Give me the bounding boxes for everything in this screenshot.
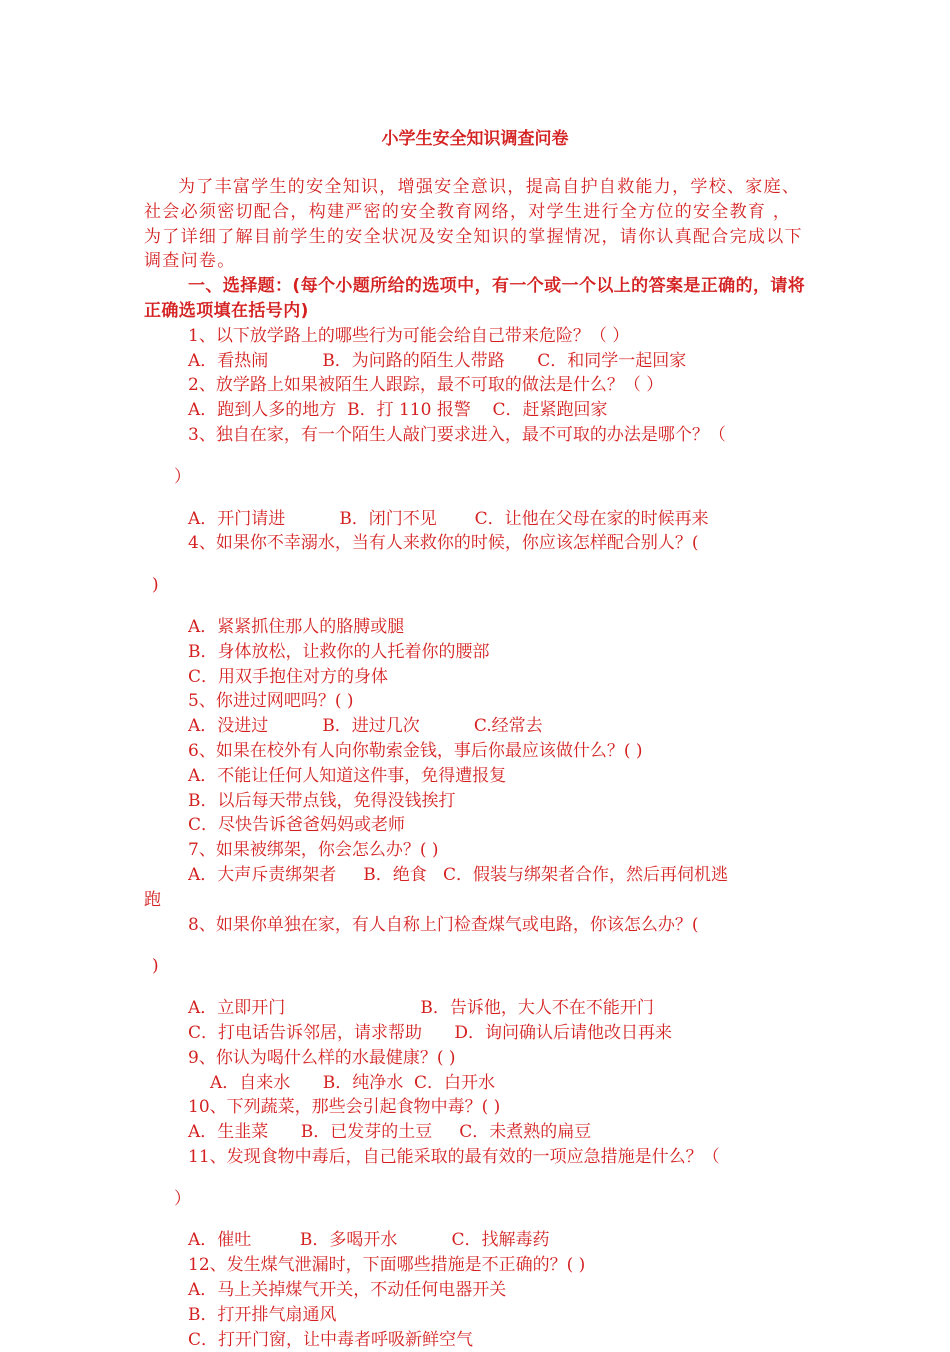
question-6: 6、如果在校外有人向你勒索金钱，事后你最应该做什么？( ) [188,740,643,761]
question-6-option-a: A．不能让任何人知道这件事，免得遭报复 [188,765,507,786]
question-4-option-a: A．紧紧抓住那人的胳膊或腿 [188,616,405,637]
question-9: 9、你认为喝什么样的水最健康？( ) [188,1047,456,1068]
question-1: 1、以下放学路上的哪些行为可能会给自己带来危险？（ ） [188,325,630,346]
question-4-tail: ) [152,575,159,596]
question-12-option-c: C．打开门窗，让中毒者呼吸新鲜空气 [188,1329,474,1350]
question-12-option-a: A．马上关掉煤气开关，不动任何电器开关 [188,1280,507,1301]
question-4-option-c: C．用双手抱住对方的身体 [188,666,389,687]
question-11: 11、发现食物中毒后，自己能采取的最有效的一项应急措施是什么？（ [188,1146,720,1167]
section-heading: 一、选择题：(每个小题所给的选项中，有一个或一个以上的答案是正确的，请将正确选项填在括号内) [144,276,806,321]
question-9-options: A．自来水 B．纯净水 C．白开水 [210,1072,496,1093]
question-12-option-b: B．打开排气扇通风 [188,1304,337,1325]
question-3-options: A．开门请进 B．闭门不见 C．让他在父母在家的时候再来 [188,508,709,529]
question-7-options: A．大声斥责绑架者 B．绝食 C．假装与绑架者合作，然后再伺机逃 [188,864,729,885]
question-11-options: A．催吐 B．多喝开水 C．找解毒药 [188,1230,550,1251]
intro-paragraph: 为了丰富学生的安全知识，增强安全意识，提高自护自救能力，学校、家庭、社会必须密切配合，构建严密的安全教育网络，对学生进行全方位的安全教育 ，为了详细了解目前学生的安全状况及安全知识的掌握情况，请你认真配合完成以下调查问卷。 [144,177,803,272]
document-body [144,175,808,1352]
question-2-options: A．跑到人多的地方 B．打 110 报警 C．赶紧跑回家 [188,400,608,421]
question-6-option-c: C．尽快告诉爸爸妈妈或老师 [188,815,406,836]
question-12: 12、发生煤气泄漏时，下面哪些措施是不正确的？( ) [188,1255,586,1276]
question-8-options-cd: C．打电话告诉邻居，请求帮助 D．询问确认后请他改日再来 [188,1022,673,1043]
question-5-options: A．没进过 B．进过几次 C.经常去 [188,716,543,737]
question-8-tail: ) [152,956,159,977]
question-8-options-ab: A．立即开门 B．告诉他，大人不在不能开门 [188,998,654,1019]
question-11-tail: ） [174,1188,191,1209]
question-7: 7、如果被绑架，你会怎么办？( ) [188,840,439,861]
question-10-options: A．生韭菜 B．已发芽的土豆 C．未煮熟的扁豆 [188,1122,592,1143]
question-3-tail: ） [174,466,191,487]
question-10: 10、下列蔬菜，那些会引起食物中毒？( ) [188,1097,501,1118]
question-4: 4、如果你不幸溺水，当有人来救你的时候，你应该怎样配合别人？( [188,533,699,554]
question-7-tail: 跑 [144,889,161,910]
question-1-options: A．看热闹 B．为问路的陌生人带路 C．和同学一起回家 [188,350,687,371]
question-3: 3、独自在家，有一个陌生人敲门要求进入，最不可取的办法是哪个？（ [188,424,726,445]
page-title: 小学生安全知识调查问卷 [381,129,569,149]
question-8: 8、如果你单独在家，有人自称上门检查煤气或电路，你该怎么办？( [188,914,699,935]
question-2: 2、放学路上如果被陌生人跟踪，最不可取的做法是什么？（ ） [188,375,664,396]
question-6-option-b: B．以后每天带点钱，免得没钱挨打 [188,790,456,811]
question-4-option-b: B．身体放松，让救你的人托着你的腰部 [188,641,490,662]
question-5: 5、你进过网吧吗？( ) [188,691,354,712]
